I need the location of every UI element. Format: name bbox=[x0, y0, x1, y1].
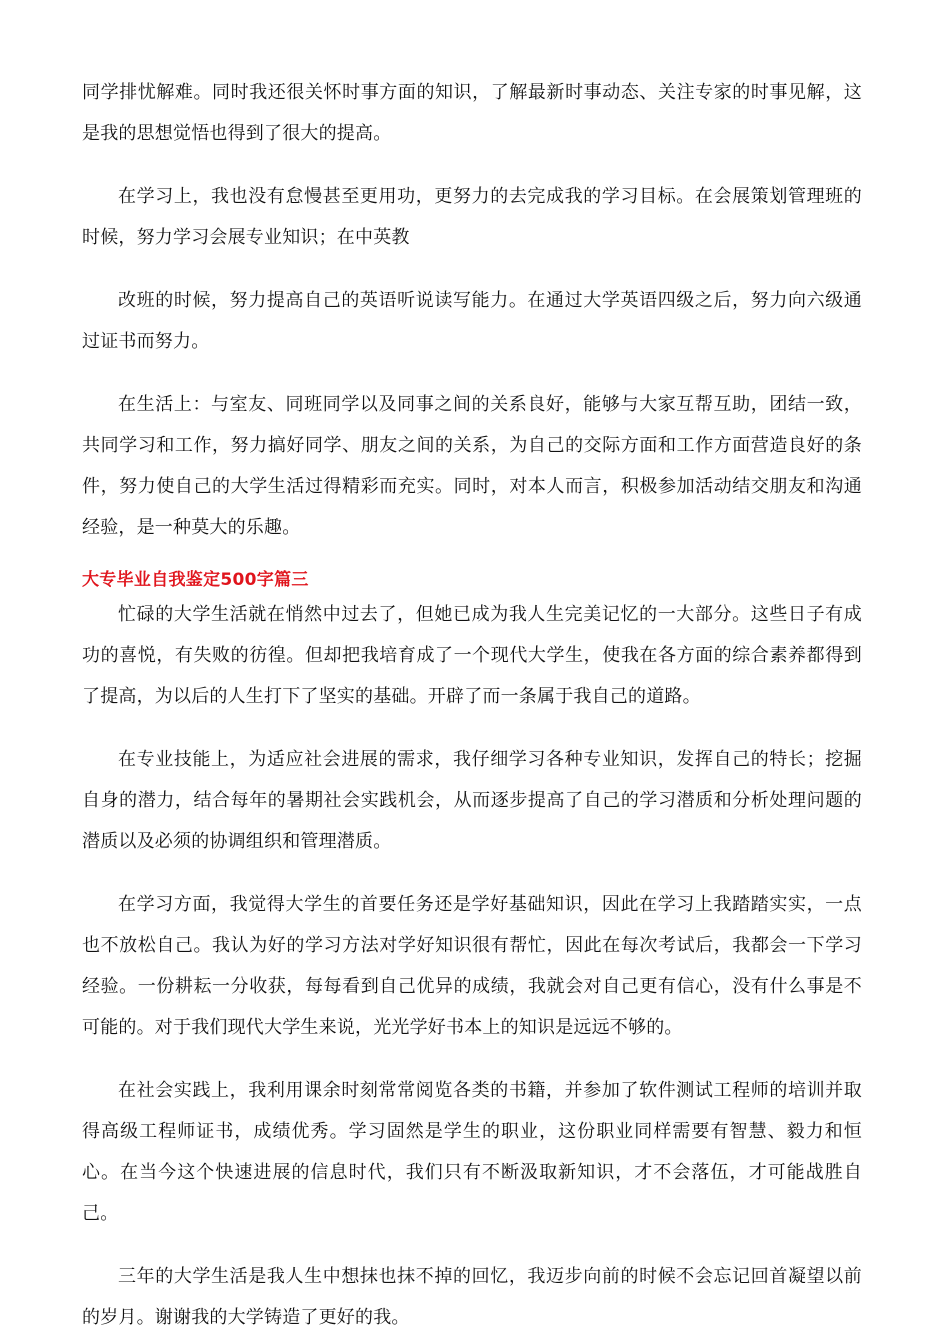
paragraph-spacer bbox=[82, 862, 862, 884]
section-heading: 大专毕业自我鉴定500字篇三 bbox=[82, 570, 309, 590]
paragraph-bottom-3: 在学习方面，我觉得大学生的首要任务还是学好基础知识，因此在学习上我踏踏实实，一点也不放松自己。我认为好的学习方法对学好知识很有帮忙，因此在每次考试后，我都会一下学习经验。一份耕耘一分收获，每每看到自己优异的成绩，我就会对自己更有信心，没有什么事是不可能的。对于我们现代大学生来说，光光学好书本上的知识是远远不够的。 bbox=[82, 894, 862, 1038]
document-page bbox=[82, 72, 862, 1338]
paragraph-bottom-5: 三年的大学生活是我人生中想抹也抹不掉的回忆，我迈步向前的时候不会忘记回首凝望以前的岁月。谢谢我的大学铸造了更好的我。 bbox=[82, 1266, 862, 1328]
paragraph-spacer bbox=[82, 258, 862, 280]
paragraph-spacer bbox=[82, 362, 862, 384]
paragraph-top-1: 同学排忧解难。同时我还很关怀时事方面的知识，了解最新时事动态、关注专家的时事见解，这是我的思想觉悟也得到了很大的提高。 bbox=[82, 82, 862, 144]
paragraph-spacer bbox=[82, 548, 862, 566]
paragraph-top-2: 在学习上，我也没有怠慢甚至更用功，更努力的去完成我的学习目标。在会展策划管理班的时候，努力学习会展专业知识；在中英教 bbox=[82, 186, 862, 248]
paragraph-bottom-2: 在专业技能上，为适应社会进展的需求，我仔细学习各种专业知识，发挥自己的特长；挖掘自身的潜力，结合每年的暑期社会实践机会，从而逐步提高了自己的学习潜质和分析处理问题的潜质以及必须的协调组织和管理潜质。 bbox=[82, 749, 862, 852]
paragraph-spacer bbox=[82, 717, 862, 739]
paragraph-spacer bbox=[82, 1048, 862, 1070]
paragraph-bottom-1: 忙碌的大学生活就在悄然中过去了，但她已成为我人生完美记忆的一大部分。这些日子有成功的喜悦，有失败的彷徨。但却把我培育成了一个现代大学生，使我在各方面的综合素养都得到了提高，为以后的人生打下了坚实的基础。开辟了而一条属于我自己的道路。 bbox=[82, 604, 862, 707]
paragraph-spacer bbox=[82, 1234, 862, 1256]
paragraph-top-3: 改班的时候，努力提高自己的英语听说读写能力。在通过大学英语四级之后，努力向六级通过证书而努力。 bbox=[82, 290, 862, 352]
paragraph-spacer bbox=[82, 154, 862, 176]
paragraph-bottom-4: 在社会实践上，我利用课余时刻常常阅览各类的书籍，并参加了软件测试工程师的培训并取得高级工程师证书，成绩优秀。学习固然是学生的职业，这份职业同样需要有智慧、毅力和恒心。在当今这个快速进展的信息时代，我们只有不断汲取新知识，才不会落伍，才可能战胜自己。 bbox=[82, 1080, 862, 1224]
paragraph-top-4: 在生活上：与室友、同班同学以及同事之间的关系良好，能够与大家互帮互助，团结一致，共同学习和工作，努力搞好同学、朋友之间的关系，为自己的交际方面和工作方面营造良好的条件，努力使自己的大学生活过得精彩而充实。同时，对本人而言，积极参加活动结交朋友和沟通经验，是一种莫大的乐趣。 bbox=[82, 394, 862, 538]
